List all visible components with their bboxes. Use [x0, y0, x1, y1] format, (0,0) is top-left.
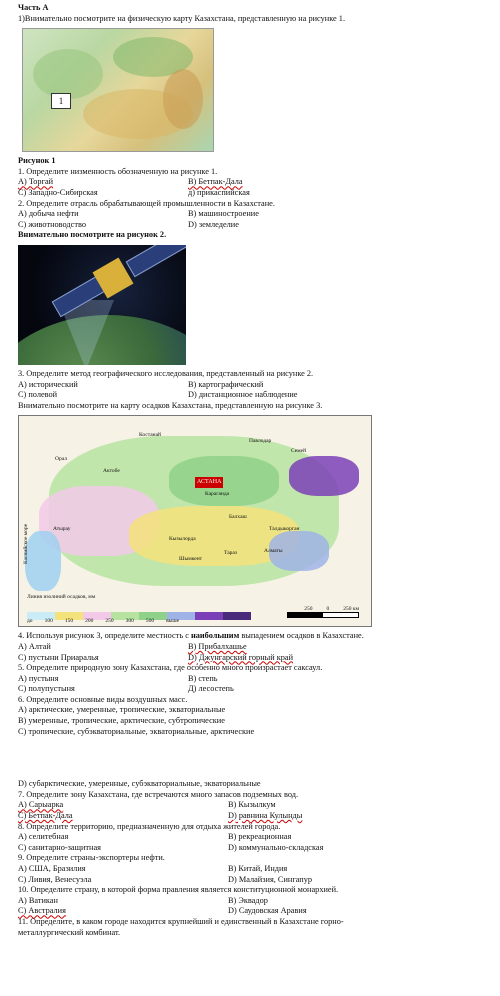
city-balkhash: Балхаш [229, 514, 247, 521]
city-almaty: Алматы [264, 548, 283, 555]
q3-text: 3. Определите метод географического исследования, представленный на рисунке 2. [18, 368, 314, 378]
q4-option-a: А) Алтай [18, 641, 51, 651]
q5-option-b: В) степь [188, 673, 218, 683]
q9-option-b: В) Китай, Индия [228, 864, 288, 873]
q5-option-a: А) пустыня [18, 673, 59, 683]
q6-option-a: А) арктические, умеренные, тропические, экваториальные [18, 705, 226, 715]
map-scale-bar [287, 612, 359, 618]
q8-option-d: D) коммунально-складская [228, 842, 324, 852]
city-taraz: Тараз [224, 550, 238, 557]
q5-option-d: Д) лесостепь [188, 684, 234, 694]
q7-text: 7. Определите зону Казахстана, где встречаются много запасов подземных вод. [18, 789, 299, 799]
q1-option-c: С) Западно-Сибирская [18, 187, 98, 197]
q8-option-b: В) рекреационная [228, 832, 292, 842]
q4-option-c: С) пустыни Приаралья [18, 652, 99, 662]
q10-option-c: С) Австралия [18, 906, 66, 916]
city-semey: Семей [291, 448, 307, 455]
physical-map-figure-1 [22, 28, 214, 152]
q7-option-a: А) Сарыарка [18, 800, 64, 810]
part-heading: Часть А [18, 3, 49, 12]
astana-label: АСТАНА [195, 477, 223, 488]
q6-option-c: С) тропические, субэкваториальные, экваториальные, арктические [18, 726, 255, 736]
city-pavlodar: Павлодар [249, 438, 272, 445]
q8-text: 8. Определите территорию, предназначенную для отдыха жителей города. [18, 821, 281, 831]
caspian-sea-label: Каспийское море [23, 524, 29, 565]
q9-text: 9. Определите страны-экспортеры нефти. [18, 853, 165, 863]
q3-option-b: В) картографический [188, 379, 264, 389]
city-taldykorgan: Талдыкорган [269, 526, 300, 533]
city-atyrau: Атырау [53, 526, 71, 533]
q7-option-c: С) Бетпак-Дала [18, 811, 73, 821]
q10-text: 10. Определите страну, в которой форма правления является конституционной монархией. [18, 885, 339, 895]
q4-option-b: В) Прибалхашье [188, 641, 247, 651]
q10-option-a: А) Ватикан [18, 895, 58, 905]
precipitation-map-figure-3 [18, 415, 372, 627]
city-kostanay: Костанай [139, 432, 161, 439]
q3-option-c: С) полевой [18, 390, 58, 400]
q8-option-c: С) санитарно-защитная [18, 842, 101, 852]
q4-text: 4. Используя рисунок 3, определите местность с наибольшим выпадением осадков в Казахстане. [18, 631, 364, 641]
worksheet-content [18, 3, 488, 938]
city-shymkent: Шымкент [179, 556, 203, 563]
figure-3-intro: Внимательно посмотрите на карту осадков Казахстана, представленную на рисунке 3. [18, 400, 323, 410]
q7-option-b: В) Кызылкум [228, 800, 276, 810]
q6-text: 6. Определите основные виды воздушных масс. [18, 694, 188, 704]
q3-option-d: D) дистанционное наблюдение [188, 390, 298, 400]
q1-option-b: В) Бетпак-Дала [188, 177, 243, 187]
q9-option-d: D) Малайзия, Сингапур [228, 874, 313, 884]
q9-option-c: С) Ливия, Венесуэла [18, 874, 92, 884]
q2-option-c: С) животноводство [18, 219, 86, 229]
q2-text: 2. Определите отрасль обрабатывающей промышленности в Казахстане. [18, 198, 275, 208]
q1-intro: 1)Внимательно посмотрите на физическую карту Казахстана, представленную на рисунке 1. [18, 13, 346, 23]
q10-option-d: D) Саудовская Аравия [228, 906, 307, 916]
q1-option-a: А) Торгай [18, 177, 54, 187]
figure-1-marker: 1 [51, 93, 71, 109]
scale-labels: 250 0 250 км [304, 606, 359, 613]
q1-text: 1. Определите низменность обозначенную на рисунке 1. [18, 166, 218, 176]
q5-option-c: С) полупустыня [18, 684, 75, 694]
q2-option-a: А) добыча нефти [18, 209, 79, 219]
q6-option-b: В) умеренные, тропические, арктические, субтропические [18, 716, 225, 726]
city-karaganda: Караганда [205, 491, 230, 498]
q4-option-d: D) Джунгарский горный край [188, 652, 294, 662]
q3-option-a: А) исторический [18, 379, 78, 389]
figure-1-caption: Рисунок 1 [18, 156, 56, 166]
legend-values: до 100 150 200 250 300 500 выше [27, 618, 180, 625]
q9-option-a: А) США, Бразилия [18, 864, 86, 873]
q1-option-d: д) прикаспийская [188, 187, 250, 197]
q7-option-d: D) равнина Кулынды [228, 811, 303, 821]
city-kyzylorda: Кызылорда [169, 536, 196, 543]
city-oral: Орал [55, 456, 67, 463]
q2-option-d: D) земледелие [188, 219, 239, 229]
q6-option-d: D) субарктические, умеренные, субэкваториальные, экваториальные [18, 779, 261, 789]
q11-text: 11. Определите, в каком городе находится крупнейший и единственный в Казахстане горно- [18, 916, 344, 926]
legend-title: Линия изолиний осадков, мм [27, 594, 96, 601]
satellite-image-figure-2 [18, 245, 186, 365]
figure-2-intro: Внимательно посмотрите на рисунок 2. [18, 230, 167, 240]
q5-text: 5. Определите природную зону Казахстана, где особенно много произрастает саксаул. [18, 663, 323, 673]
q2-option-b: В) машиностроение [188, 209, 259, 219]
city-aktobe: Актобе [103, 468, 120, 475]
q10-option-b: В) Эквадор [228, 895, 268, 905]
q8-option-a: А) селитебная [18, 832, 69, 842]
q11-text-continued: металлургический комбинат. [18, 927, 121, 937]
